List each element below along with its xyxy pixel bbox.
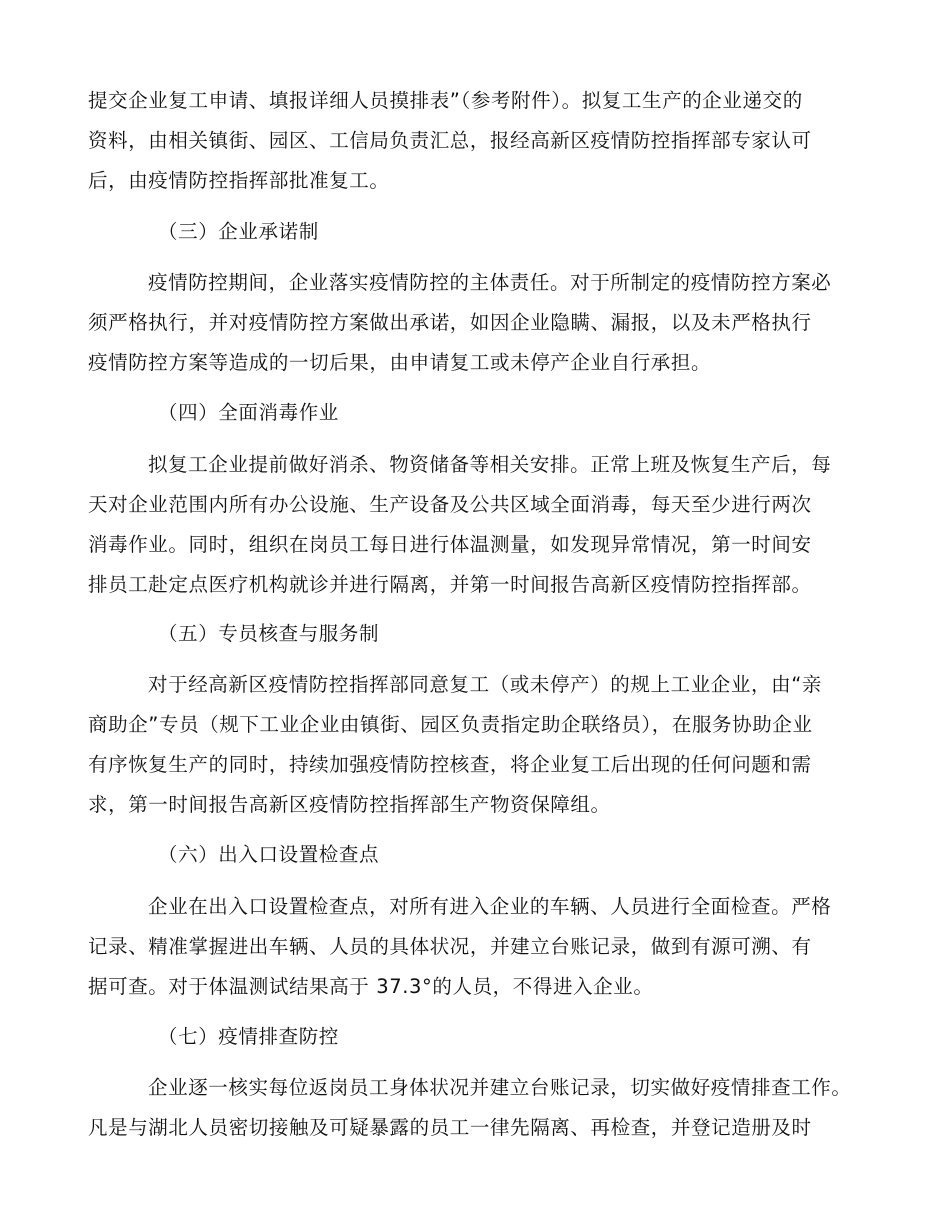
paragraph-line: 疫情防控方案等造成的一切后果，由申请复工或未停产企业自行承担。	[88, 351, 712, 374]
paragraph-line: 后，由疫情防控指挥部批准复工。	[88, 169, 390, 192]
paragraph-line: 提交企业复工申请、填报详细人员摸排表”（参考附件）。拟复工生产的企业递交的	[88, 89, 803, 112]
paragraph-line: 对于经高新区疫情防控指挥部同意复工（或未停产）的规上工业企业，由“亲	[148, 673, 823, 696]
section-heading: （六）出入口设置检查点	[158, 843, 380, 866]
paragraph-line: 天对企业范围内所有办公设施、生产设备及公共区域全面消毒，每天至少进行两次	[88, 493, 812, 516]
paragraph-line: 企业逐一核实每位返岗员工身体状况并建立台账记录，切实做好疫情排查工作。	[148, 1076, 852, 1099]
section-heading: （五）专员核查与服务制	[158, 622, 380, 645]
paragraph-line: 拟复工企业提前做好消杀、物资储备等相关安排。正常上班及恢复生产后，每	[148, 453, 832, 476]
paragraph-line: 疫情防控期间，企业落实疫情防控的主体责任。对于所制定的疫情防控方案必	[148, 271, 832, 294]
paragraph-line: 记录、精准掌握进出车辆、人员的具体状况，并建立台账记录，做到有源可溯、有	[88, 935, 812, 958]
section-heading: （三）企业承诺制	[158, 220, 319, 243]
paragraph-line: 有序恢复生产的同时，持续加强疫情防控核查，将企业复工后出现的任何问题和需	[88, 753, 812, 776]
section-heading: （七）疫情排查防控	[158, 1025, 339, 1048]
paragraph-line: 须严格执行，并对疫情防控方案做出承诺，如因企业隐瞒、漏报，以及未严格执行	[88, 311, 812, 334]
paragraph-line: 资料，由相关镇街、园区、工信局负责汇总，报经高新区疫情防控指挥部专家认可	[88, 129, 812, 152]
paragraph-line: 凡是与湖北人员密切接触及可疑暴露的员工一律先隔离、再检查，并登记造册及时	[88, 1116, 812, 1139]
paragraph-line: 排员工赴定点医疗机构就诊并进行隔离，并第一时间报告高新区疫情防控指挥部。	[88, 573, 812, 596]
paragraph-line: 商助企”专员（规下工业企业由镇街、园区负责指定助企联络员），在服务协助企业	[88, 713, 813, 736]
paragraph-line: 据可查。对于体温测试结果高于 37.3°的人员，不得进入企业。	[88, 975, 654, 998]
paragraph-line: 求，第一时间报告高新区疫情防控指挥部生产物资保障组。	[88, 793, 611, 816]
paragraph-line: 消毒作业。同时，组织在岗员工每日进行体温测量，如发现异常情况，第一时间安	[88, 533, 812, 556]
section-heading: （四）全面消毒作业	[158, 401, 339, 424]
paragraph-line: 企业在出入口设置检查点，对所有进入企业的车辆、人员进行全面检查。严格	[148, 895, 832, 918]
